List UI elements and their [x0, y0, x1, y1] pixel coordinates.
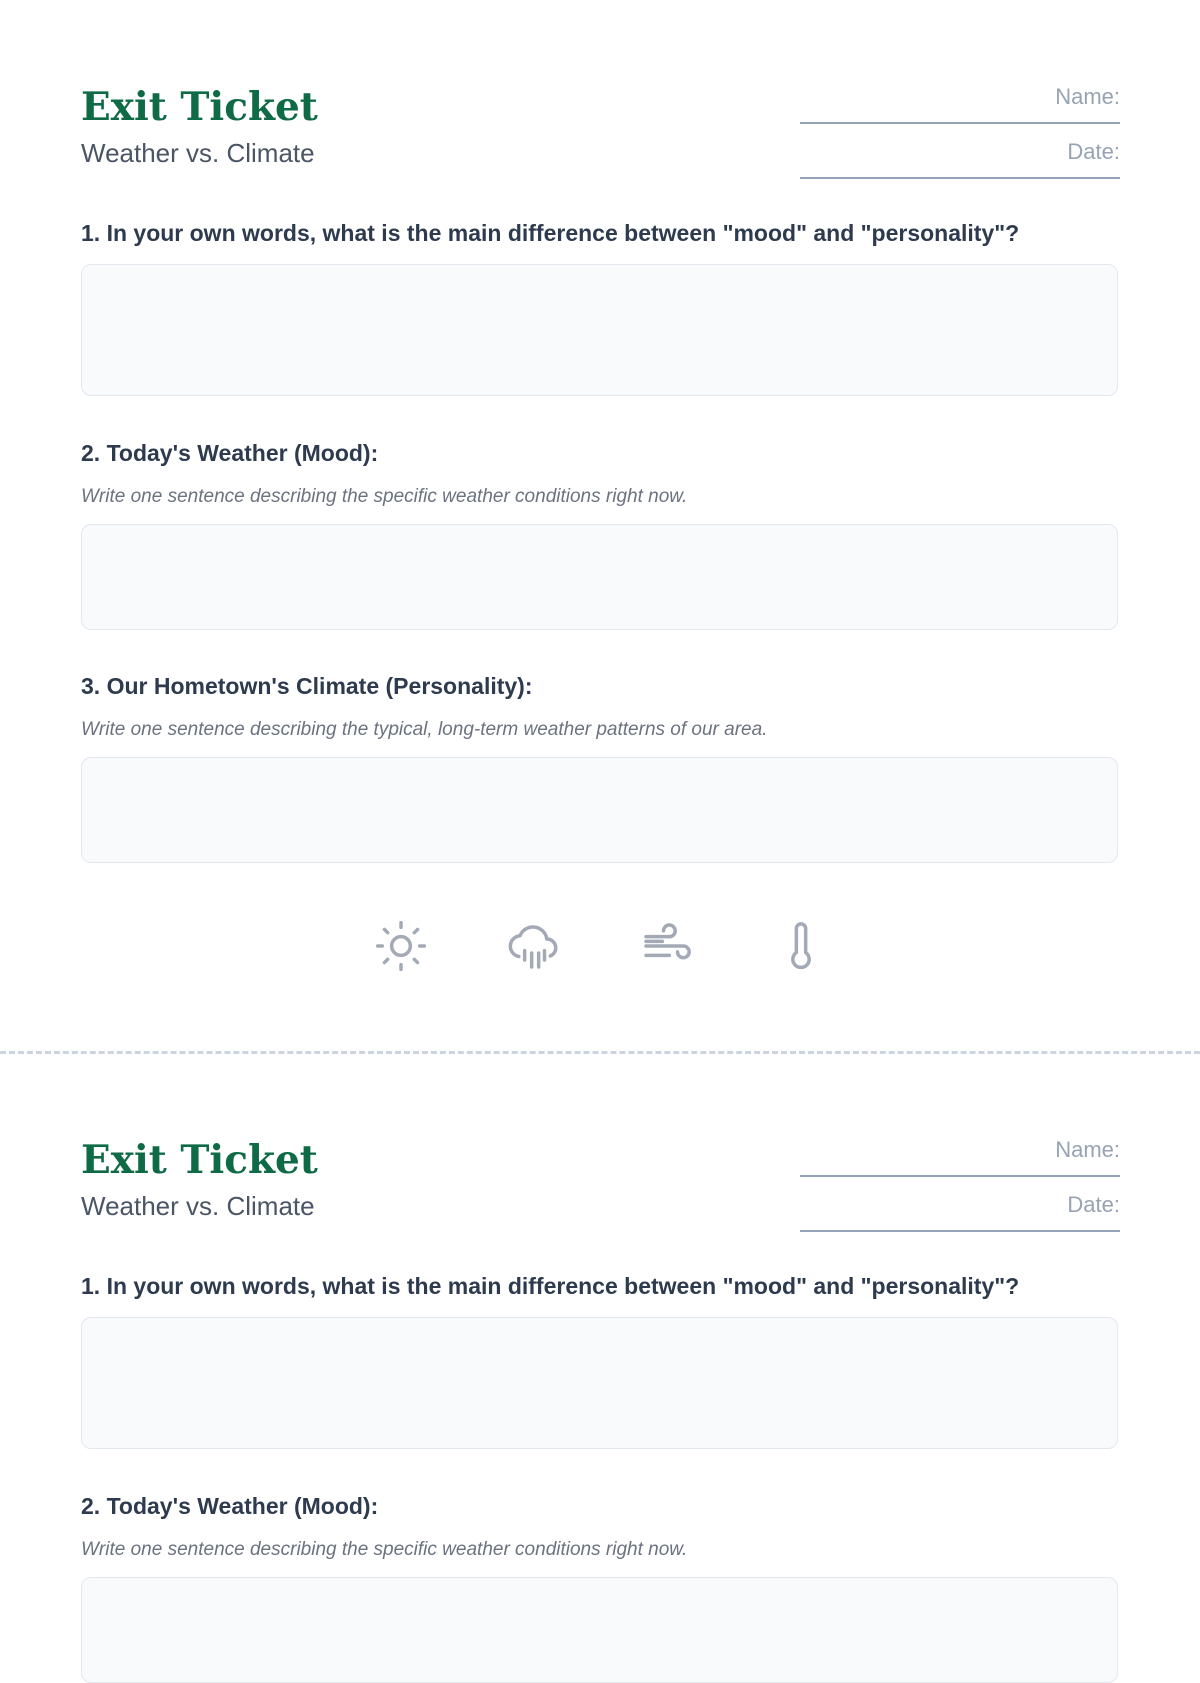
answer-box-1[interactable] [81, 1317, 1118, 1449]
ticket-title: Exit Ticket [81, 84, 318, 130]
weather-icon-row [81, 918, 1120, 978]
question-1: 1. In your own words, what is the main difference between "mood" and "personality"? [81, 1273, 1020, 1299]
cloud-rain-icon [506, 918, 562, 974]
date-label: Date: [1067, 139, 1120, 164]
name-label: Name: [1055, 1137, 1120, 1162]
question-2-hint: Write one sentence describing the specific weather conditions right now. [81, 1539, 688, 1560]
answer-box-2[interactable] [81, 524, 1118, 630]
answer-box-3[interactable] [81, 757, 1118, 863]
question-3-hint: Write one sentence describing the typical, long-term weather patterns of our area. [81, 719, 768, 740]
answer-box-2[interactable] [81, 1577, 1118, 1683]
exit-ticket-2 [81, 1135, 1120, 1560]
question-2-hint: Write one sentence describing the specific weather conditions right now. [81, 486, 688, 507]
question-2: 2. Today's Weather (Mood): [81, 1493, 379, 1519]
answer-box-1[interactable] [81, 264, 1118, 396]
ticket-title: Exit Ticket [81, 1137, 318, 1183]
ticket-header [81, 1135, 1120, 1235]
name-label: Name: [1055, 84, 1120, 109]
ticket-subtitle: Weather vs. Climate [81, 1191, 315, 1221]
exit-ticket-1 [81, 82, 1120, 740]
question-3: 3. Our Hometown's Climate (Personality): [81, 673, 533, 699]
name-field[interactable] [800, 1135, 1120, 1177]
date-label: Date: [1067, 1192, 1120, 1217]
sun-icon [373, 918, 429, 974]
name-field[interactable] [800, 82, 1120, 124]
question-1: 1. In your own words, what is the main difference between "mood" and "personality"? [81, 220, 1020, 246]
wind-icon [639, 918, 695, 974]
thermometer-icon [773, 918, 829, 974]
date-field[interactable] [800, 137, 1120, 179]
ticket-subtitle: Weather vs. Climate [81, 138, 315, 168]
cut-line-divider [0, 1051, 1200, 1054]
question-2: 2. Today's Weather (Mood): [81, 440, 379, 466]
ticket-header [81, 82, 1120, 182]
date-field[interactable] [800, 1190, 1120, 1232]
